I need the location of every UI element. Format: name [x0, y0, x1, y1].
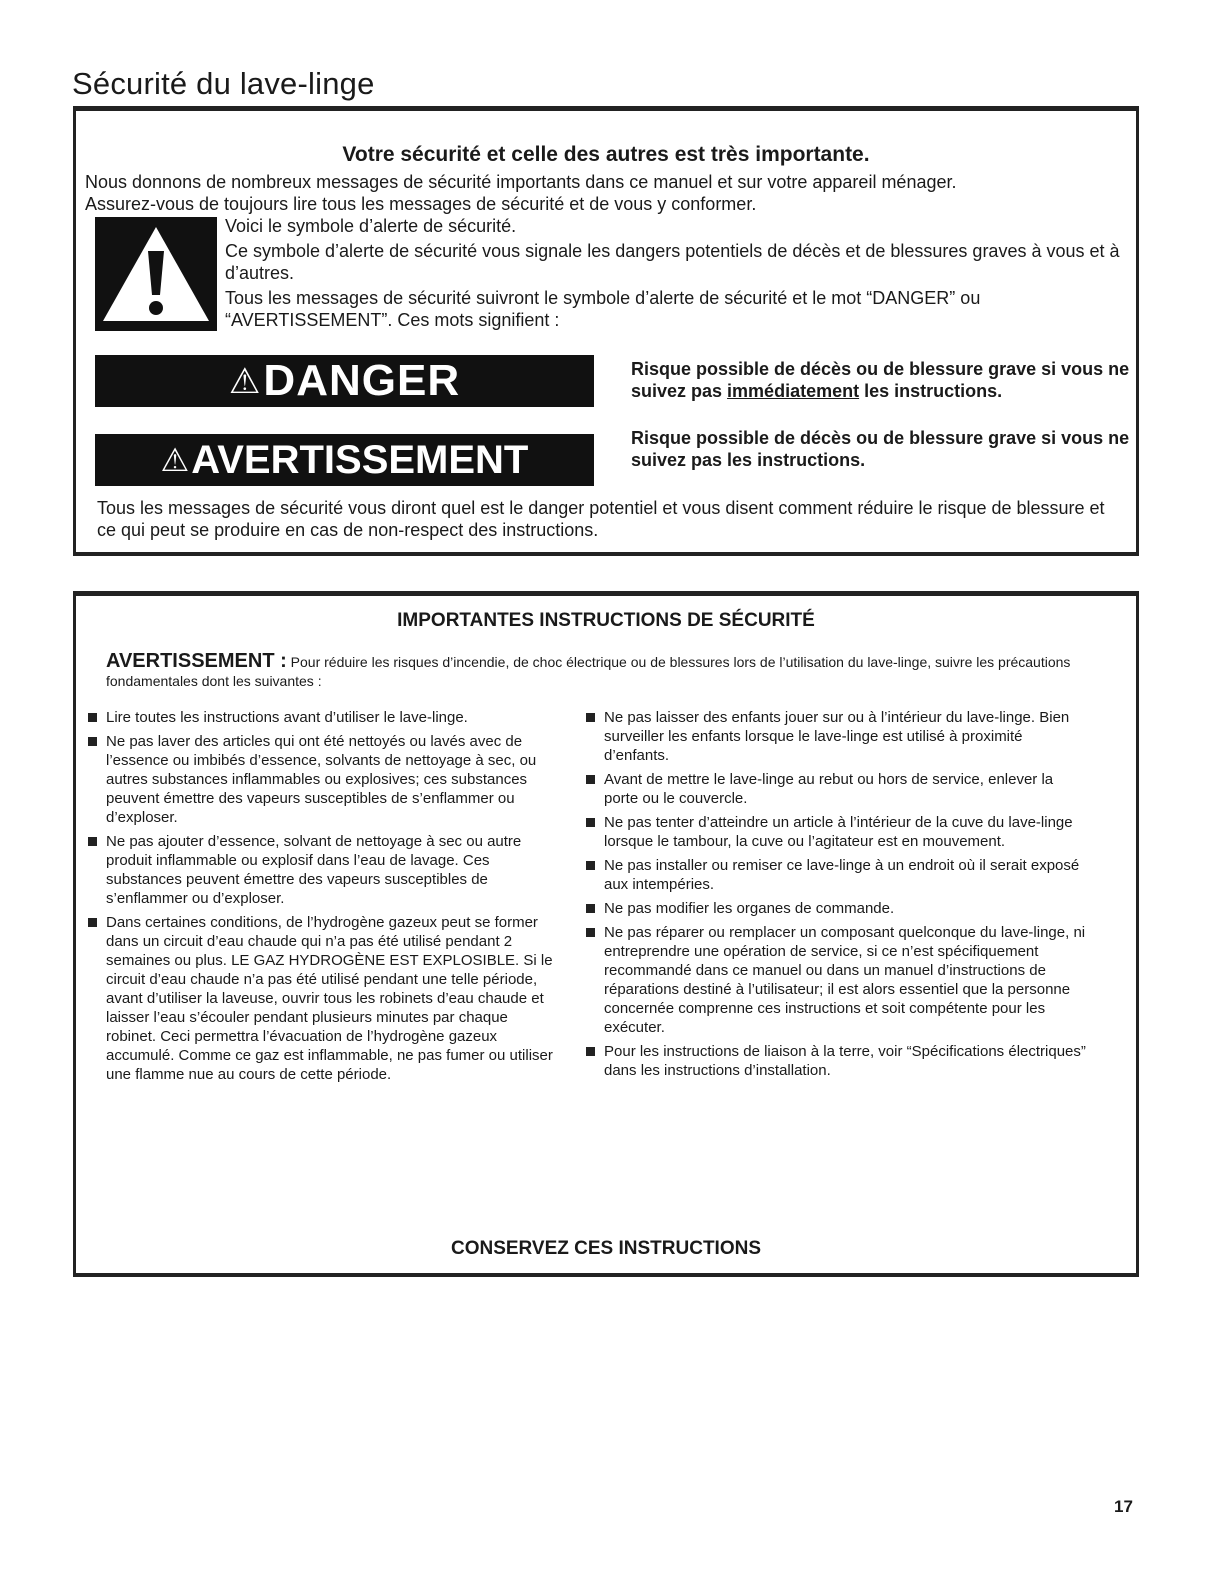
list-item [583, 856, 1088, 894]
danger-label: DANGER [263, 356, 461, 405]
warning-description: Risque possible de décès ou de blessure grave si vous ne suivez pas les instructions. [631, 428, 1130, 470]
list-item [583, 708, 1088, 765]
square-bullet-icon [586, 928, 595, 937]
safety-box-title: Votre sécurité et celle des autres est très importante. [342, 143, 870, 166]
intro-line-2: Assurez-vous de toujours lire tous les messages de sécurité et de vous y conformer. [85, 194, 757, 214]
list-item-text: Ne pas modifier les organes de commande. [604, 900, 895, 917]
list-item [583, 899, 1088, 918]
instructions-warning [106, 652, 1116, 691]
square-bullet-icon [88, 737, 97, 746]
important-instructions-box [73, 591, 1139, 1277]
list-item-text: Lire toutes les instructions avant d’utiliser le lave-linge. [106, 709, 468, 726]
instructions-title: IMPORTANTES INSTRUCTIONS DE SÉCURITÉ [397, 610, 815, 631]
list-item [85, 732, 555, 827]
danger-desc-text: Risque possible de décès ou de blessure grave si vous ne suivez pas [631, 359, 1130, 401]
warning-triangle-icon: ⚠ [228, 361, 262, 401]
danger-desc-emphasis: immédiatement [727, 381, 860, 401]
instructions-warning-label: AVERTISSEMENT : [106, 650, 287, 672]
list-item-text: Ne pas réparer ou remplacer un composant quelconque du lave-linge, ni entreprendre une opération de service, si ce n’est spécifiquement recommandé dans ce manuel ou dans un manuel d’instructions de réparations destiné à l’utilisateur; il est alors essentiel que la personne concernée comprenne ces instructions et soit compétente pour les exécuter. [604, 924, 1086, 1036]
warning-label: AVERTISSEMENT [191, 437, 529, 482]
list-item-text: Pour les instructions de liaison à la terre, voir “Spécifications électriques” dans les instructions d’installation. [604, 1043, 1086, 1079]
page-number: 17 [1114, 1497, 1133, 1516]
alert-symbol-text [225, 215, 1130, 334]
safety-message-box [73, 106, 1139, 556]
list-item [583, 770, 1088, 808]
list-item-text: Ne pas ajouter d’essence, solvant de nettoyage à sec ou autre produit inflammable ou explosif dans l’eau de lavage. Ces substances peuvent émettre des vapeurs susceptibles de s’enflammer ou d’exploser. [106, 833, 522, 907]
safety-box-footer: Tous les messages de sécurité vous diront quel est le danger potentiel et vous disent comment réduire le risque de blessure et ce qui peut se produire en cas de non-respect des instructions. [97, 498, 1105, 540]
safety-box-intro [85, 171, 1125, 215]
instructions-right-column [583, 708, 1088, 1085]
list-item-text: Avant de mettre le lave-linge au rebut ou hors de service, enlever la porte ou le couvercle. [604, 771, 1054, 807]
list-item-text: Ne pas tenter d’atteindre un article à l’intérieur de la cuve du lave-linge lorsque le tambour, la cuve ou l’agitateur est en mouvement. [604, 814, 1073, 850]
list-item-text: Ne pas laver des articles qui ont été nettoyés ou lavés avec de l’essence ou imbibés d’essence, solvants de nettoyage à sec, ou autres substances inflammables ou explosives; ces substances peuvent émettre des vapeurs susceptibles de s’enflammer ou d’exploser. [106, 733, 537, 826]
square-bullet-icon [586, 713, 595, 722]
list-item-text: Ne pas laisser des enfants jouer sur ou à l’intérieur du lave-linge. Bien surveiller les enfants lorsque le lave-linge est utilisé à proximité d’enfants. [604, 709, 1070, 764]
danger-desc-end: les instructions. [859, 381, 1003, 401]
list-item [583, 1042, 1088, 1080]
square-bullet-icon [88, 837, 97, 846]
list-item-text: Ne pas installer ou remiser ce lave-linge à un endroit où il serait exposé aux intempéries. [604, 857, 1080, 893]
square-bullet-icon [586, 904, 595, 913]
square-bullet-icon [586, 1047, 595, 1056]
square-bullet-icon [586, 861, 595, 870]
list-item [85, 708, 555, 727]
instructions-footer: CONSERVEZ CES INSTRUCTIONS [450, 1238, 762, 1259]
list-item [583, 813, 1088, 851]
page-title: Sécurité du lave-linge [72, 66, 375, 101]
square-bullet-icon [88, 918, 97, 927]
warning-banner [95, 434, 594, 486]
square-bullet-icon [88, 713, 97, 722]
list-item [583, 923, 1088, 1037]
symbol-line-1: Voici le symbole d’alerte de sécurité. [225, 216, 517, 236]
square-bullet-icon [586, 775, 595, 784]
intro-line-1: Nous donnons de nombreux messages de sécurité importants dans ce manuel et sur votre appareil ménager. [85, 172, 957, 192]
square-bullet-icon [586, 818, 595, 827]
warning-triangle-icon: ⚠ [160, 442, 190, 478]
instructions-warning-text: Pour réduire les risques d’incendie, de choc électrique ou de blessures lors de l’utilisation du lave-linge, suivre les précautions fondamentales dont les suivantes : [106, 654, 1071, 689]
danger-banner [95, 355, 594, 407]
instructions-left-column [85, 708, 555, 1089]
right-list [583, 708, 1088, 1080]
safety-alert-triangle-icon [95, 217, 217, 331]
symbol-line-3: Tous les messages de sécurité suivront le symbole d’alerte de sécurité et le mot “DANGER” ou “AVERTISSEMENT”. Ces mots signifient : [225, 288, 981, 330]
list-item [85, 913, 555, 1084]
left-list [85, 708, 555, 1084]
danger-description [631, 358, 1131, 402]
list-item-text: Dans certaines conditions, de l’hydrogène gazeux peut se former dans un circuit d’eau chaude qui n’a pas été utilisé pendant 2 semaines ou plus. LE GAZ HYDROGÈNE EST EXPLOSIBLE. Si le circuit d’eau chaude n’a pas été utilisé pendant une telle période, avant d’utiliser la laveuse, ouvrir tous les robinets d’eau chaude et laisser l’eau s’écouler pendant plusieurs minutes par chaque robinet. Ceci permettra l’évacuation de l’hydrogène gazeux accumulé. Comme ce gaz est inflammable, ne pas fumer ou utiliser une flamme nue au cours de cette période. [106, 914, 553, 1083]
symbol-line-2: Ce symbole d’alerte de sécurité vous signale les dangers potentiels de décès et de blessures graves à vous et à d’autres. [225, 241, 1120, 283]
list-item [85, 832, 555, 908]
